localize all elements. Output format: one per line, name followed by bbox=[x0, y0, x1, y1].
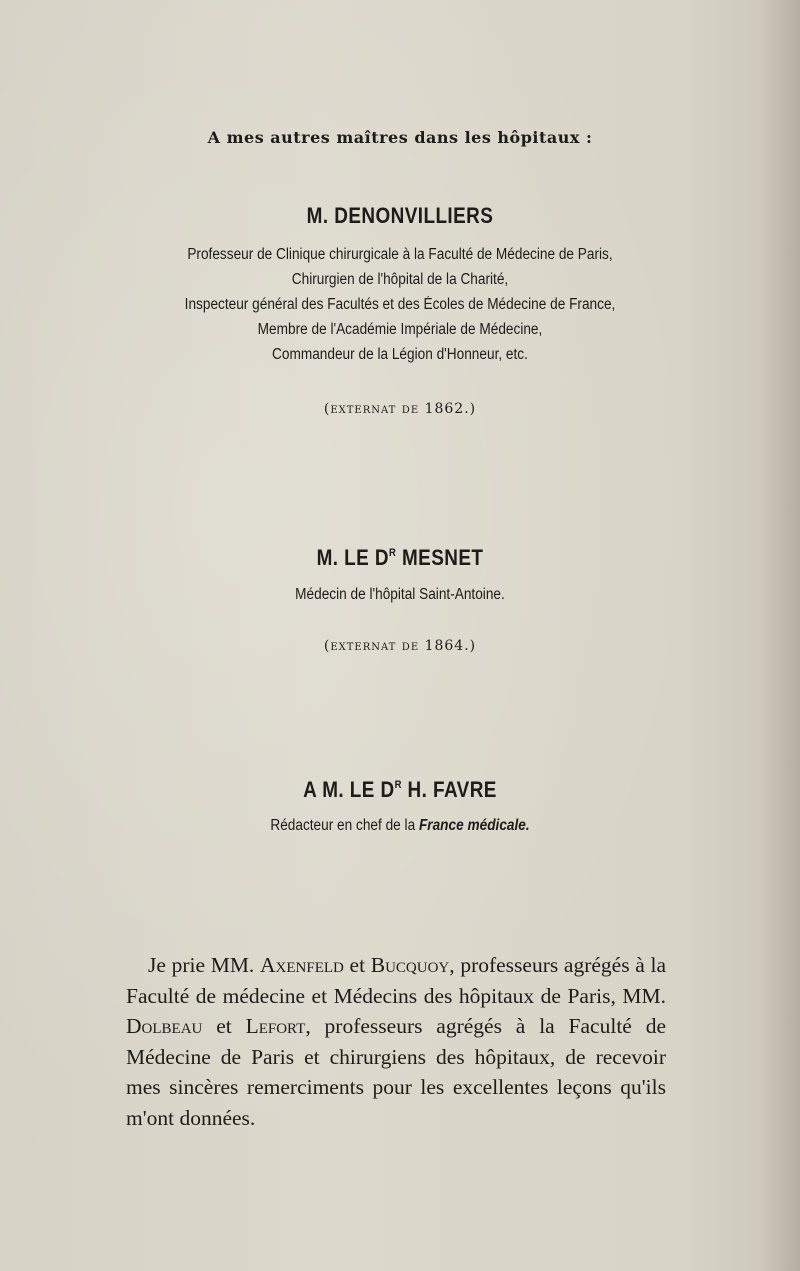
ack-name-bucquoy: Bucquoy bbox=[370, 953, 450, 977]
mesnet-externat bbox=[0, 638, 800, 654]
ack-name-axenfeld: Axenfeld bbox=[260, 953, 344, 977]
ack-part-2: et bbox=[343, 953, 371, 977]
favre-title-prefix: Rédacteur en chef de la bbox=[270, 817, 419, 834]
mesnet-name-prefix: M. LE D bbox=[316, 545, 389, 570]
page-edge-shadow bbox=[760, 0, 800, 1271]
mesnet-externat-text: (externat de 1864.) bbox=[323, 638, 477, 654]
favre-name-prefix: A M. LE D bbox=[303, 777, 395, 802]
ack-part-1: Je prie MM. bbox=[148, 953, 260, 977]
mesnet-name-suffix: MESNET bbox=[396, 545, 484, 570]
ack-part-3: , professeurs agrégés à la Faculté de médecine et Médecins des hôpitaux de Paris, MM. bbox=[126, 953, 666, 1008]
denonvilliers-name: M. DENONVILLIERS bbox=[306, 203, 494, 228]
acknowledgement-paragraph bbox=[126, 950, 666, 1133]
denonvilliers-title-2: Chirurgien de l'hôpital de la Charité, bbox=[291, 271, 509, 288]
mesnet-name-sup: R bbox=[388, 547, 397, 559]
mesnet-title: Médecin de l'hôpital Saint-Antoine. bbox=[295, 586, 505, 603]
denonvilliers-title-3: Inspecteur général des Facultés et des Écoles de Médecine de France, bbox=[184, 296, 616, 313]
favre-name bbox=[56, 777, 744, 803]
favre-name-sup: R bbox=[394, 779, 402, 791]
ack-part-5: , professeurs agrégés à la Faculté de Médecine de Paris et chirurgiens des hôpitaux, de recevoir mes sincères remerciments pour les excellentes leçons qu'ils m'ont données. bbox=[126, 1014, 666, 1130]
denonvilliers-externat-text: (externat de 1862.) bbox=[323, 401, 477, 417]
ack-name-dolbeau: Dolbeau bbox=[126, 1014, 203, 1038]
denonvilliers-externat bbox=[0, 401, 800, 417]
denonvilliers-title-1: Professeur de Clinique chirurgicale à la Faculté de Médecine de Paris, bbox=[187, 246, 613, 263]
denonvilliers-title-5: Commandeur de la Légion d'Honneur, etc. bbox=[272, 346, 528, 363]
dedication-heading: A mes autres maîtres dans les hôpitaux : bbox=[207, 128, 593, 147]
ack-name-lefort: Lefort bbox=[245, 1014, 306, 1038]
favre-title bbox=[48, 817, 752, 835]
ack-part-4: et bbox=[202, 1014, 246, 1038]
favre-name-suffix: H. FAVRE bbox=[401, 777, 497, 802]
favre-title-italic: France médicale. bbox=[418, 817, 530, 834]
denonvilliers-title-4: Membre de l'Académie Impériale de Médecine, bbox=[257, 321, 543, 338]
mesnet-name bbox=[56, 545, 744, 571]
